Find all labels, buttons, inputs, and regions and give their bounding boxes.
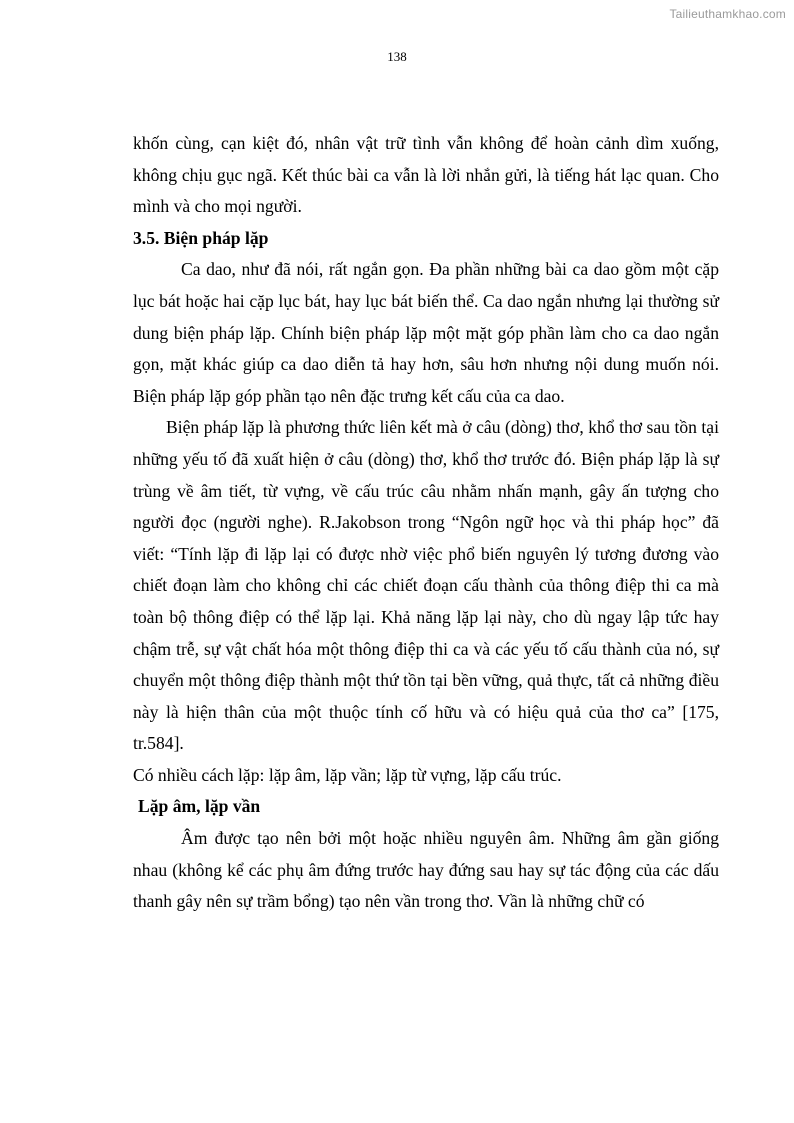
paragraph-definition: Biện pháp lặp là phương thức liên kết mà ở câu (dòng) thơ, khổ thơ sau tồn tại những yếu tố đã xuất hiện ở câu (dòng) thơ, khổ thơ trước đó. Biện pháp lặp là sự trùng về âm tiết, từ vựng, về cấu trúc câu nhằm nhấn mạnh, gây ấn tượng cho người đọc (người nghe). R.Jakobson trong “Ngôn ngữ học và thi pháp học” đã viết: “Tính lặp đi lặp lại có được nhờ việc phổ biến nguyên lý tương đương vào chiết đoạn làm cho không chỉ các chiết đoạn cấu thành của thông điệp thi ca mà toàn bộ thông điệp có thể lặp lại. Khả năng lặp lại này, cho dù ngay lập tức hay chậm trễ, sự vật chất hóa một thông điệp thi ca và các yếu tố cấu thành của nó, sự chuyển một thông điệp thành một thứ tồn tại bền vững, quả thực, tất cả những điều này là hiện thân của một thuộc tính cố hữu và có hiệu quả của thơ ca” [175, tr.584]. xyxy=(133,417,719,754)
page-content xyxy=(133,128,719,918)
section-heading: 3.5. Biện pháp lặp xyxy=(133,227,269,248)
paragraph-types: Có nhiều cách lặp: lặp âm, lặp vần; lặp từ vựng, lặp cấu trúc. xyxy=(133,764,562,785)
site-watermark: Tailieuthamkhao.com xyxy=(669,7,786,21)
paragraph-sound-rhyme: Âm được tạo nên bởi một hoặc nhiều nguyên âm. Những âm gần giống nhau (không kể các phụ âm đứng trước hay đứng sau hay sự tác động của các dấu thanh gây nên sự trầm bổng) tạo nên vần trong thơ. Vần là những chữ có xyxy=(133,828,719,912)
paragraph-continuation: khốn cùng, cạn kiệt đó, nhân vật trữ tình vẫn không để hoàn cảnh dìm xuống, không chịu gục ngã. Kết thúc bài ca vẫn là lời nhắn gửi, là tiếng hát lạc quan. Cho mình và cho mọi người. xyxy=(133,133,719,217)
subsection-heading: Lặp âm, lặp vần xyxy=(138,796,261,817)
page-number: 138 xyxy=(387,49,407,64)
paragraph-intro: Ca dao, như đã nói, rất ngắn gọn. Đa phần những bài ca dao gồm một cặp lục bát hoặc hai cặp lục bát, hay lục bát biến thể. Ca dao ngắn nhưng lại thường sử dung biện pháp lặp. Chính biện pháp lặp một mặt góp phần làm cho ca dao ngắn gọn, mặt khác giúp ca dao diễn tả hay hơn, sâu hơn nhưng nội dung muốn nói. Biện pháp lặp góp phần tạo nên đặc trưng kết cấu của ca dao. xyxy=(133,259,719,406)
